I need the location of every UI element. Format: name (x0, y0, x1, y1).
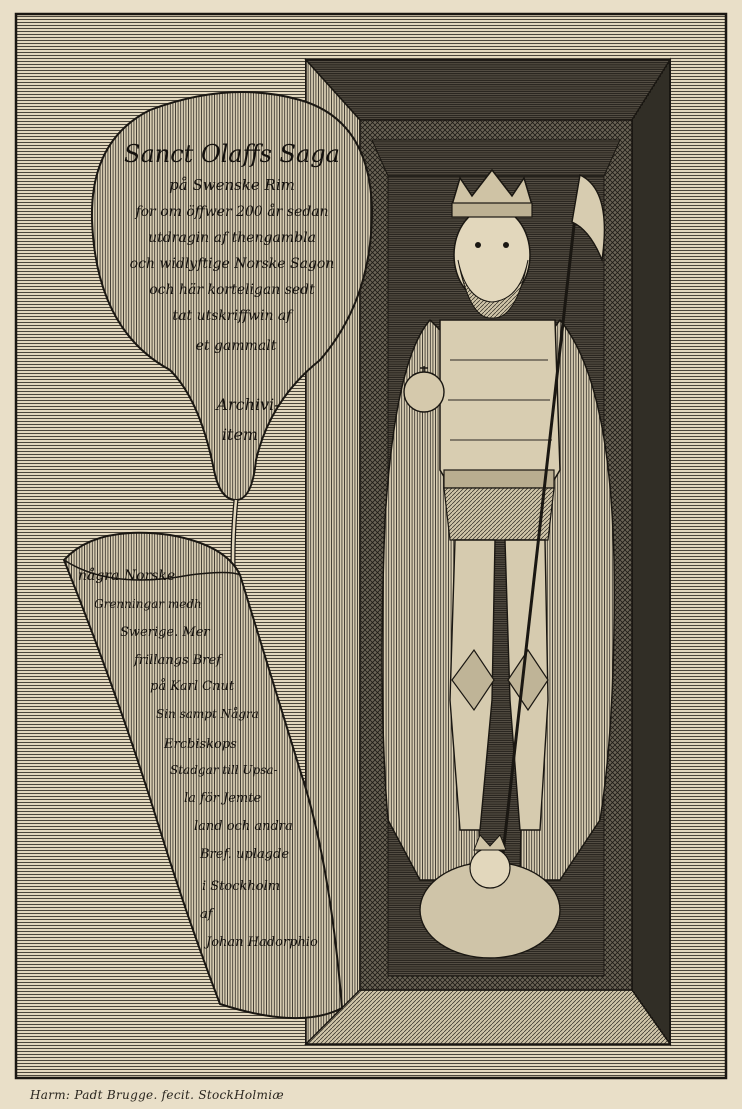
scroll-line: några Norske (78, 568, 176, 584)
balloon-line: tat utskriffwin af (172, 308, 292, 324)
scroll-line: på Karl Cnut (150, 679, 235, 694)
scroll-line: Stadgar till Upsa- (170, 763, 278, 777)
scroll-line: af (200, 907, 213, 922)
scroll-line: la för Jemte (184, 791, 262, 806)
balloon-line: på Swenske Rim (169, 176, 295, 194)
balloon-line: et gammalt (195, 338, 277, 354)
balloon-line: for om öffwer 200 år sedan (135, 204, 329, 220)
balloon-line: och widlyftige Norske Sagon (129, 256, 335, 272)
balloon-line: utdragin af thengambla (148, 230, 316, 246)
balloon-line: item (221, 425, 259, 444)
scroll-line: Sin sampt Några (156, 707, 259, 721)
scroll-line: Grenningar medh (94, 597, 202, 611)
scroll-line: frillangs Bref (134, 653, 222, 668)
scroll-line: Swerige. Mer (120, 625, 210, 640)
engraver-caption: Harm: Padt Brugge. fecit. StockHolmiæ (30, 1088, 284, 1102)
scroll-line: Ercbiskops (164, 737, 237, 752)
scroll-line: land och andra (194, 819, 293, 834)
balloon-line: Archivi- (216, 395, 280, 414)
scroll-line: Johan Hadorphio (206, 935, 318, 950)
balloon-line: och här korteligan sedt (149, 282, 315, 298)
scroll-line: Bref. uplagde (200, 847, 290, 862)
scroll-line: i Stockholm (202, 879, 281, 894)
balloon-line: Sanct Olaffs Saga (124, 140, 340, 168)
